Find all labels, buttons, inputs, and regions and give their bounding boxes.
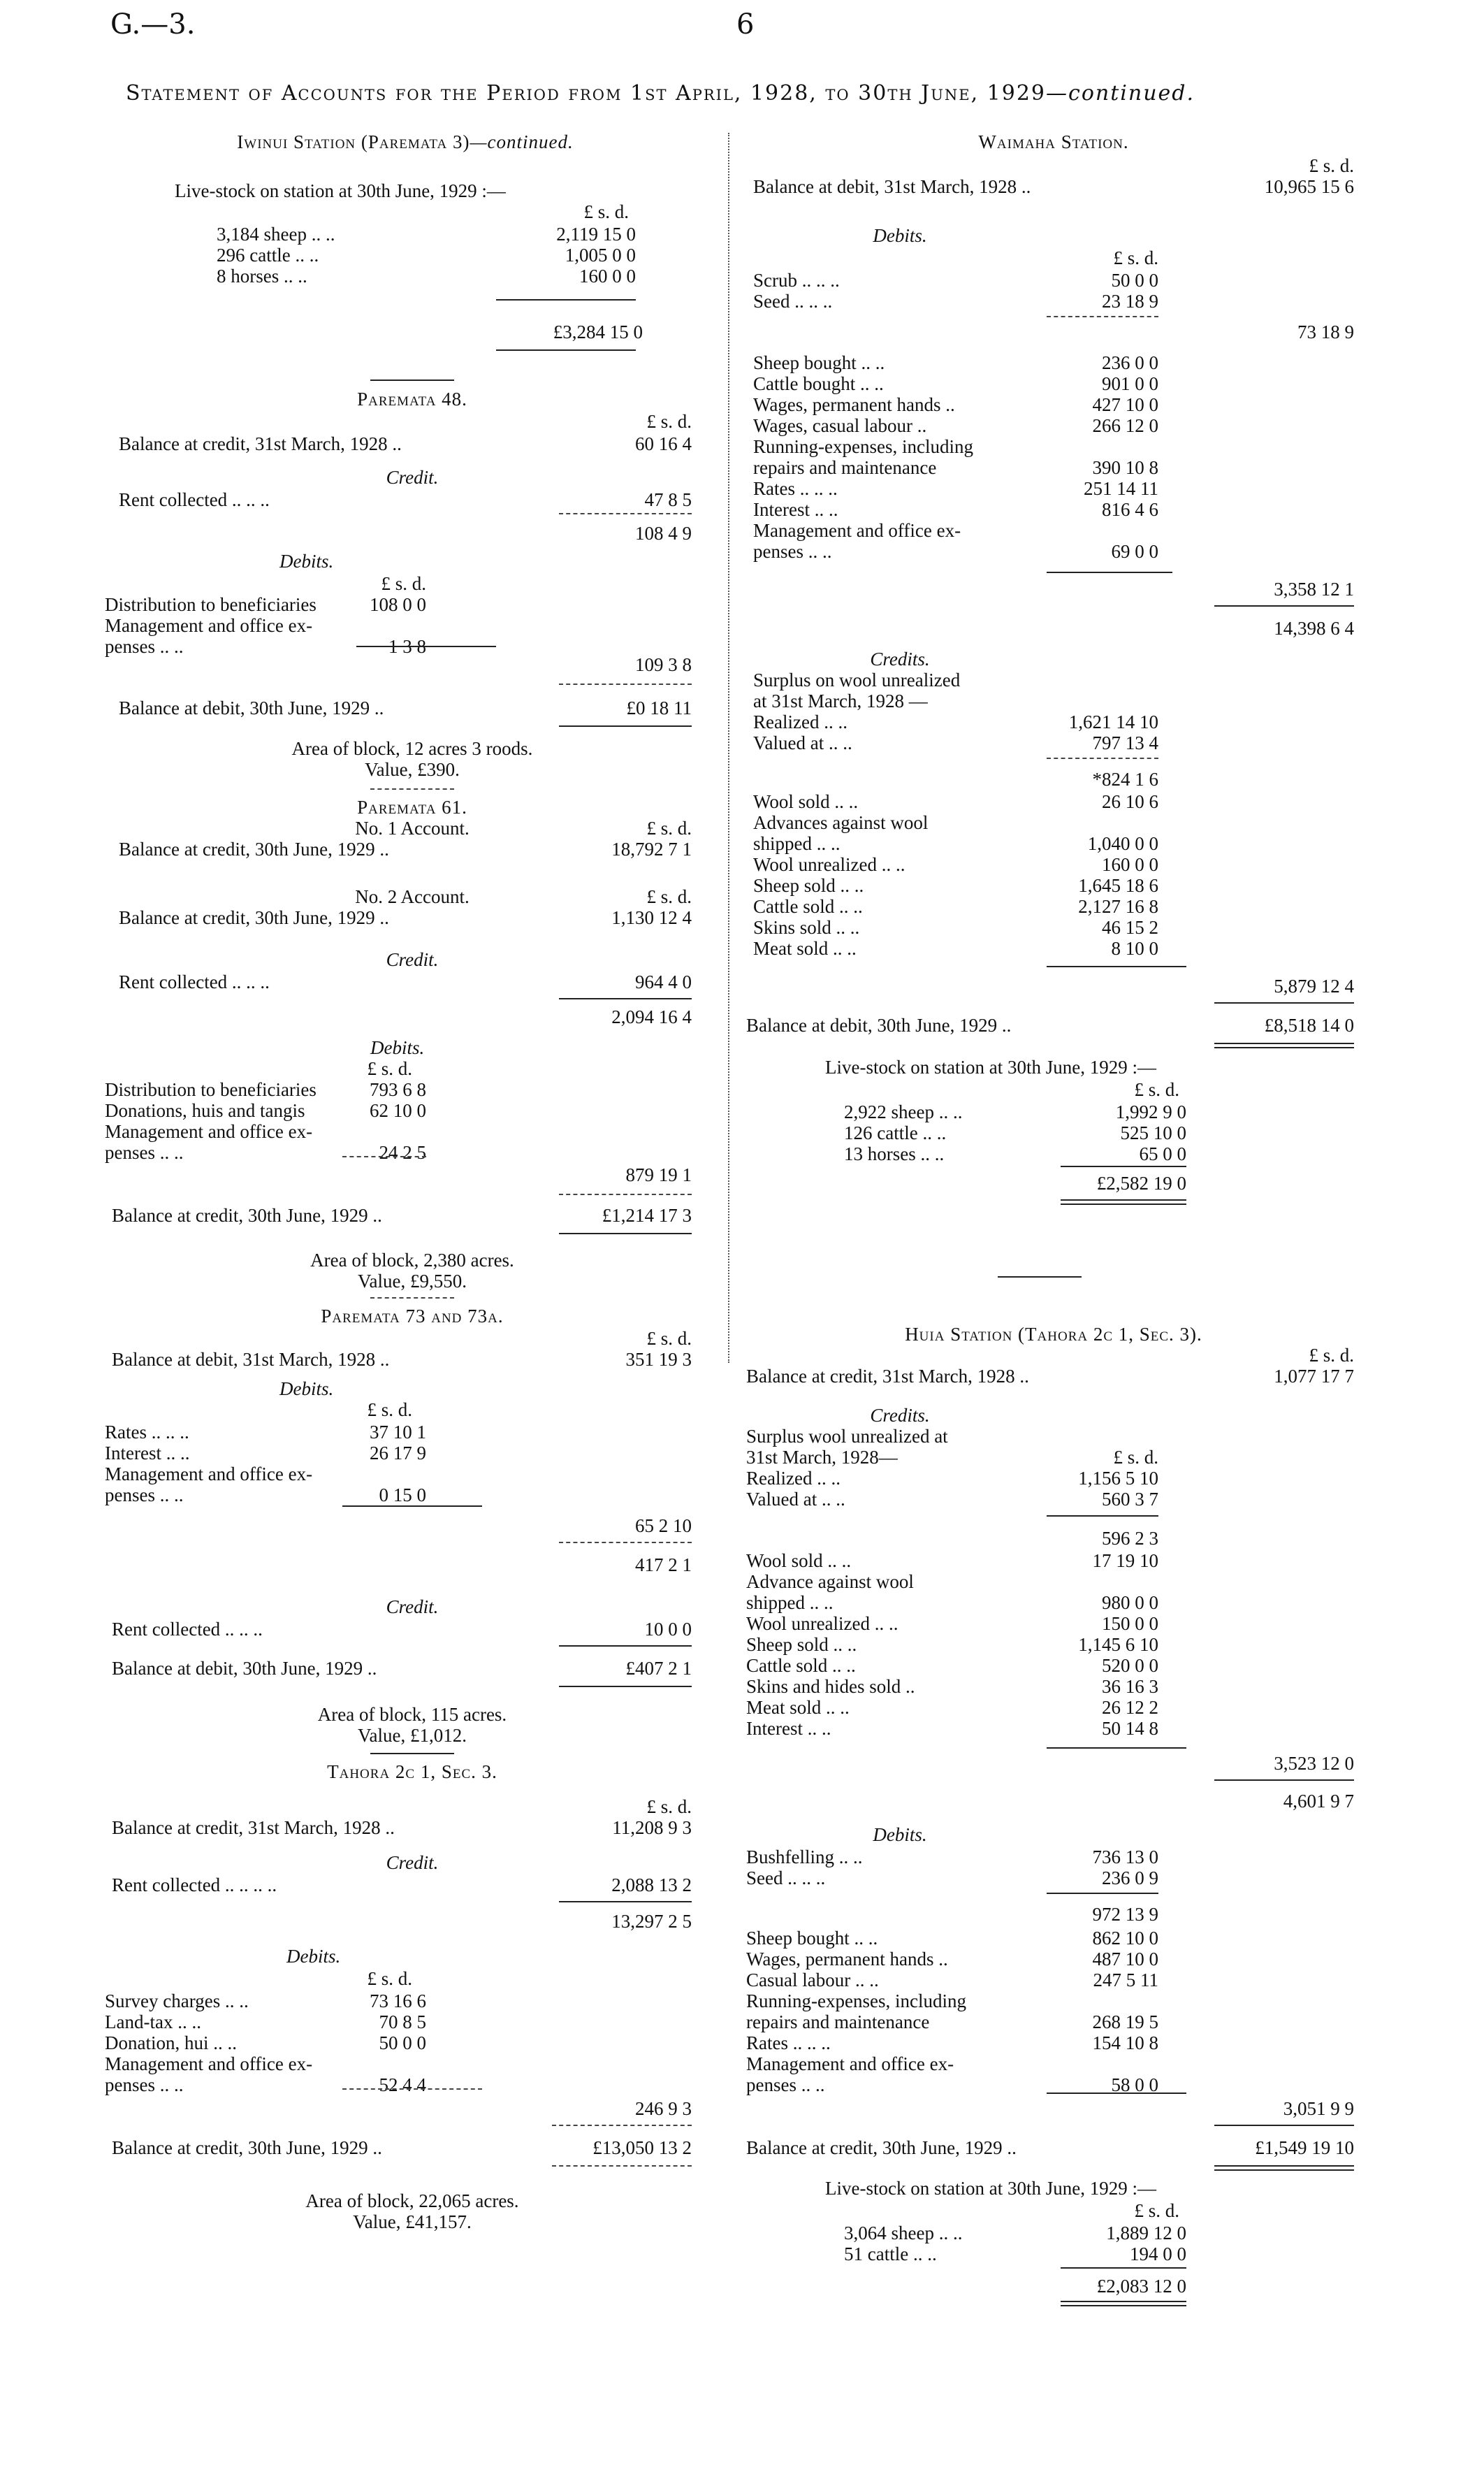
p73-credit-head: Credit. <box>386 1596 439 1617</box>
huia-opening-label: Balance at credit, 31st March, 1928 .. <box>746 1366 1029 1387</box>
huia-credit-row-amount: 150 0 0 <box>1102 1613 1158 1634</box>
huia-closing-amount: £1,549 19 10 <box>1255 2137 1354 2158</box>
rule <box>559 1686 692 1687</box>
waimaha-debit-row-label: Running-expenses, including <box>753 436 973 457</box>
rule <box>1047 2093 1186 2094</box>
p48-debit-row-label: Management and office ex- <box>105 615 313 636</box>
p48-area: Area of block, 12 acres 3 roods. <box>291 738 533 759</box>
rule <box>1214 1043 1354 1048</box>
p48-closing-amount: £0 18 11 <box>626 698 692 718</box>
tahora-closing-label: Balance at credit, 30th June, 1929 .. <box>112 2137 382 2158</box>
rule <box>496 299 636 301</box>
waimaha-debit-row-amount: 390 10 8 <box>1092 457 1158 478</box>
p61-subtotal: 2,094 16 4 <box>611 1006 692 1027</box>
p48-debit-row-amount: 108 0 0 <box>370 594 426 615</box>
huia-debit-row-amount: 154 10 8 <box>1092 2032 1158 2053</box>
huia-credit-row-amount: 50 14 8 <box>1102 1718 1158 1739</box>
waimaha-credit-row-amount: 160 0 0 <box>1102 854 1158 875</box>
waimaha-surplus-line-1: Surplus on wool unrealized <box>753 670 961 691</box>
p61-debits-lsd: £ s. d. <box>367 1058 412 1079</box>
p61-lsd-head-2: £ s. d. <box>646 886 692 907</box>
huia-debit-row-amount: 862 10 0 <box>1092 1928 1158 1949</box>
waimaha-livestock-row-amount: 65 0 0 <box>1139 1143 1186 1164</box>
huia-credit-row-label: Wool unrealized .. .. <box>746 1613 899 1634</box>
rule <box>552 2125 692 2126</box>
rule <box>559 1901 692 1902</box>
waimaha-livestock-title: Live-stock on station at 30th June, 1929 :— <box>825 1057 1156 1078</box>
rule <box>342 2088 482 2090</box>
huia-surplus-difference: 596 2 3 <box>1102 1528 1158 1549</box>
huia-credit-row-label: Advance against wool <box>746 1571 914 1592</box>
rule <box>1047 316 1158 317</box>
huia-debit-row-label: Rates .. .. .. <box>746 2032 831 2053</box>
p61-rent-label: Rent collected .. .. .. <box>119 971 270 992</box>
huia-credit-row-amount: 17 19 10 <box>1092 1550 1158 1571</box>
tahora-title: Tahora 2c 1, Sec. 3. <box>327 1761 497 1782</box>
section-divider <box>370 380 454 381</box>
huia-debit-row-label: Management and office ex- <box>746 2053 954 2074</box>
p73-debits-head: Debits. <box>279 1378 334 1399</box>
huia-debits-head: Debits. <box>873 1824 927 1845</box>
rule <box>559 725 692 727</box>
waimaha-debit-row-label: Sheep bought .. .. <box>753 352 885 373</box>
waimaha-valued-label: Valued at .. .. <box>753 732 852 753</box>
tahora-debit-row-label: Management and office ex- <box>105 2053 313 2074</box>
p61-account-1-label: Balance at credit, 30th June, 1929 .. <box>119 839 389 860</box>
p73-debits-total: 65 2 10 <box>635 1515 692 1536</box>
p61-account-2-label: Balance at credit, 30th June, 1929 .. <box>119 907 389 928</box>
huia-debit-row-label: Bushfelling .. .. <box>746 1846 863 1867</box>
right-column <box>739 131 1368 2466</box>
waimaha-livestock-lsd: £ s. d. <box>1134 1079 1179 1100</box>
tahora-debit-row-amount: 73 16 6 <box>370 1990 426 2011</box>
iwinui-livestock-row-amount: 1,005 0 0 <box>565 245 636 266</box>
waimaha-debit-row-amount: 901 0 0 <box>1102 373 1158 394</box>
p61-debit-row-amount: 24 2 5 <box>379 1142 426 1163</box>
tahora-area: Area of block, 22,065 acres. <box>305 2190 519 2211</box>
huia-credits-head: Credits. <box>870 1405 930 1426</box>
tahora-debit-row-label: Survey charges .. .. <box>105 1990 249 2011</box>
waimaha-surplus-difference: *824 1 6 <box>1092 769 1158 790</box>
huia-debit-row-label: Running-expenses, including <box>746 1990 966 2011</box>
huia-credit-row-label: Wool sold .. .. <box>746 1550 852 1571</box>
p61-debits-total: 879 19 1 <box>625 1164 692 1185</box>
rule <box>1061 2301 1186 2306</box>
rule <box>559 513 692 514</box>
waimaha-debits-2-total: 3,358 12 1 <box>1274 579 1354 600</box>
rule <box>1214 605 1354 607</box>
tahora-debits-total: 246 9 3 <box>635 2098 692 2119</box>
rule <box>1047 966 1186 967</box>
huia-debit-row-label: Casual labour .. .. <box>746 1970 879 1990</box>
waimaha-debit-row-label: Wages, permanent hands .. <box>753 394 955 415</box>
p61-debit-row-amount: 62 10 0 <box>370 1100 426 1121</box>
p73-closing-label: Balance at debit, 30th June, 1929 .. <box>112 1658 377 1679</box>
iwinui-livestock-row-amount: 160 0 0 <box>579 266 636 287</box>
paremata-73-title: Paremata 73 and 73a. <box>321 1306 504 1327</box>
waimaha-debit-row-label: Rates .. .. .. <box>753 478 838 499</box>
waimaha-debit-row-label: penses .. .. <box>753 541 832 562</box>
rule <box>342 1156 426 1157</box>
p73-debit-row-label: penses .. .. <box>105 1484 184 1505</box>
huia-credit-row-amount: 1,145 6 10 <box>1078 1634 1158 1655</box>
huia-credit-row-label: Interest .. .. <box>746 1718 831 1739</box>
huia-credit-row-amount: 980 0 0 <box>1102 1592 1158 1613</box>
waimaha-debit-row-label: Management and office ex- <box>753 520 961 541</box>
huia-livestock-row-amount: 1,889 12 0 <box>1106 2223 1186 2243</box>
paremata-61-title: Paremata 61. <box>357 797 467 818</box>
iwinui-livestock-row-label: 3,184 sheep .. .. <box>217 224 335 245</box>
tahora-debit-row-label: Land-tax .. .. <box>105 2011 201 2032</box>
p73-lsd-head: £ s. d. <box>646 1328 692 1349</box>
huia-credits-total: 3,523 12 0 <box>1274 1753 1354 1774</box>
page-header <box>110 8 1382 48</box>
rule <box>1214 2125 1354 2126</box>
waimaha-credit-row-label: Wool sold .. .. <box>753 791 859 812</box>
p48-opening-label: Balance at credit, 31st March, 1928 .. <box>119 433 402 454</box>
huia-realized-label: Realized .. .. <box>746 1468 841 1489</box>
waimaha-debit-row-amount: 816 4 6 <box>1102 499 1158 520</box>
statement-title <box>126 81 1383 106</box>
rule <box>552 2165 692 2167</box>
waimaha-surplus-line-2: at 31st March, 1928 — <box>753 691 928 711</box>
page-number: 6 <box>736 8 755 41</box>
waimaha-closing-label: Balance at debit, 30th June, 1929 .. <box>746 1015 1012 1036</box>
rule <box>1047 1747 1186 1749</box>
huia-debit-row-label: repairs and maintenance <box>746 2011 930 2032</box>
p73-debits-lsd: £ s. d. <box>367 1399 412 1420</box>
p61-closing-label: Balance at credit, 30th June, 1929 .. <box>112 1205 382 1226</box>
rule <box>1061 2267 1186 2269</box>
p61-debit-row-label: Distribution to beneficiaries <box>105 1079 317 1100</box>
huia-debit-row-amount: 268 19 5 <box>1092 2011 1158 2032</box>
p73-value: Value, £1,012. <box>358 1725 467 1746</box>
p61-account-1: No. 1 Account. <box>355 818 470 839</box>
rule <box>1214 1002 1354 1004</box>
left-column <box>105 131 720 2466</box>
section-divider <box>370 788 454 790</box>
huia-livestock-row-amount: 194 0 0 <box>1130 2243 1186 2264</box>
p61-account-1-amount: 18,792 7 1 <box>611 839 692 860</box>
p73-rent-amount: 10 0 0 <box>644 1619 692 1640</box>
huia-credit-row-amount: 36 16 3 <box>1102 1676 1158 1697</box>
waimaha-credits-total: 5,879 12 4 <box>1274 976 1354 997</box>
section-divider <box>998 1276 1082 1278</box>
iwinui-livestock-row-amount: 2,119 15 0 <box>556 224 636 245</box>
huia-debit-row-amount: 736 13 0 <box>1092 1846 1158 1867</box>
waimaha-debit-row-amount: 251 14 11 <box>1084 478 1158 499</box>
huia-valued-label: Valued at .. .. <box>746 1489 845 1510</box>
p73-debit-row-label: Management and office ex- <box>105 1463 313 1484</box>
huia-surplus-line-2: 31st March, 1928— <box>746 1447 898 1468</box>
huia-debit-row-amount: 487 10 0 <box>1092 1949 1158 1970</box>
tahora-rent-amount: 2,088 13 2 <box>611 1874 692 1895</box>
waimaha-livestock-row-amount: 1,992 9 0 <box>1115 1101 1186 1122</box>
huia-debit-row-amount: 236 0 9 <box>1102 1867 1158 1888</box>
waimaha-credit-row-amount: 1,040 0 0 <box>1087 833 1158 854</box>
tahora-debit-row-amount: 70 8 5 <box>379 2011 426 2032</box>
tahora-debit-row-amount: 52 4 4 <box>379 2074 426 2095</box>
waimaha-debit-row-amount: 236 0 0 <box>1102 352 1158 373</box>
huia-credit-row-amount: 26 12 2 <box>1102 1697 1158 1718</box>
waimaha-credit-row-amount: 8 10 0 <box>1111 938 1158 959</box>
tahora-debit-row-label: penses .. .. <box>105 2074 184 2095</box>
rule <box>1047 1515 1158 1517</box>
tahora-closing-amount: £13,050 13 2 <box>592 2137 692 2158</box>
p73-debit-row-amount: 26 17 9 <box>370 1443 426 1463</box>
huia-debit-row-label: Sheep bought .. .. <box>746 1928 878 1949</box>
p61-debit-row-amount: 793 6 8 <box>370 1079 426 1100</box>
p73-opening-label: Balance at debit, 31st March, 1928 .. <box>112 1349 390 1370</box>
waimaha-lsd-head: £ s. d. <box>1309 155 1354 176</box>
waimaha-realized-amount: 1,621 14 10 <box>1068 711 1158 732</box>
huia-credit-row-label: Skins and hides sold .. <box>746 1676 915 1697</box>
rule <box>1047 758 1158 759</box>
tahora-debit-row-label: Donation, hui .. .. <box>105 2032 237 2053</box>
p61-debit-row-label: penses .. .. <box>105 1142 184 1163</box>
rule <box>356 646 496 647</box>
waimaha-debit-row-amount: 266 12 0 <box>1092 415 1158 436</box>
sheet-reference: G.—3. <box>110 8 196 41</box>
waimaha-livestock-row-label: 126 cattle .. .. <box>844 1122 947 1143</box>
waimaha-debit-row-amount: 69 0 0 <box>1111 541 1158 562</box>
huia-livestock-row-label: 51 cattle .. .. <box>844 2243 937 2264</box>
p73-debit-row-amount: 0 15 0 <box>379 1484 426 1505</box>
p61-closing-amount: £1,214 17 3 <box>602 1205 692 1226</box>
huia-debits-total: 3,051 9 9 <box>1283 2098 1354 2119</box>
rule <box>1214 2165 1354 2171</box>
huia-credits-lsd: £ s. d. <box>1113 1447 1158 1468</box>
p48-rent-label: Rent collected .. .. .. <box>119 489 270 510</box>
tahora-opening-amount: 11,208 9 3 <box>612 1817 692 1838</box>
rule <box>559 684 692 685</box>
tahora-debit-row-amount: 50 0 0 <box>379 2032 426 2053</box>
p48-lsd-head: £ s. d. <box>646 411 692 432</box>
waimaha-debits-lsd: £ s. d. <box>1113 247 1158 268</box>
rule <box>1214 1779 1354 1781</box>
rule <box>1061 1199 1186 1205</box>
waimaha-debit-row-label: Seed .. .. .. <box>753 291 833 312</box>
rule <box>559 1194 692 1195</box>
huia-livestock-total: £2,083 12 0 <box>1096 2276 1186 2297</box>
huia-credit-row-label: Meat sold .. .. <box>746 1697 850 1718</box>
waimaha-subtotal: 14,398 6 4 <box>1274 618 1354 639</box>
p48-opening-amount: 60 16 4 <box>635 433 692 454</box>
section-divider <box>370 1753 454 1754</box>
tahora-debits-head: Debits. <box>286 1946 341 1967</box>
tahora-value: Value, £41,157. <box>353 2211 472 2232</box>
huia-closing-label: Balance at credit, 30th June, 1929 .. <box>746 2137 1017 2158</box>
iwinui-livestock-row-label: 8 horses .. .. <box>217 266 307 287</box>
tahora-debits-lsd: £ s. d. <box>367 1968 412 1989</box>
waimaha-debits-head: Debits. <box>873 225 927 246</box>
p73-debit-row-label: Rates .. .. .. <box>105 1422 189 1443</box>
p61-account-2: No. 2 Account. <box>355 886 470 907</box>
p61-account-2-amount: 1,130 12 4 <box>611 907 692 928</box>
huia-valued-amount: 560 3 7 <box>1102 1489 1158 1510</box>
waimaha-debit-row-label: Cattle bought .. .. <box>753 373 884 394</box>
p61-debit-row-label: Donations, huis and tangis <box>105 1100 305 1121</box>
p61-credit-head: Credit. <box>386 949 439 970</box>
p48-rent-amount: 47 8 5 <box>644 489 692 510</box>
waimaha-debit-row-label: Wages, casual labour .. <box>753 415 927 436</box>
rule <box>559 1233 692 1234</box>
huia-debits-1-sum: 972 13 9 <box>1092 1904 1158 1925</box>
p61-lsd-head-1: £ s. d. <box>646 818 692 839</box>
p48-debit-row-amount: 1 3 8 <box>388 636 426 657</box>
p48-debits-total: 109 3 8 <box>635 654 692 675</box>
huia-livestock-title: Live-stock on station at 30th June, 1929 :— <box>825 2178 1156 2199</box>
p48-debits-head: Debits. <box>279 551 334 572</box>
huia-debit-row-label: penses .. .. <box>746 2074 825 2095</box>
rule <box>559 998 692 999</box>
iwinui-livestock-total: £3,284 15 0 <box>553 321 643 342</box>
tahora-subtotal: 13,297 2 5 <box>611 1911 692 1932</box>
waimaha-livestock-row-label: 2,922 sheep .. .. <box>844 1101 963 1122</box>
waimaha-credit-row-label: Skins sold .. .. <box>753 917 860 938</box>
p73-debit-row-amount: 37 10 1 <box>370 1422 426 1443</box>
rule <box>1047 1893 1158 1894</box>
waimaha-debit-row-amount: 427 10 0 <box>1092 394 1158 415</box>
statement-title-suffix: —continued. <box>1046 81 1195 106</box>
huia-realized-amount: 1,156 5 10 <box>1078 1468 1158 1489</box>
rule <box>559 1542 692 1543</box>
p61-debit-row-label: Management and office ex- <box>105 1121 313 1142</box>
waimaha-debit-row-label: Interest .. .. <box>753 499 838 520</box>
waimaha-credit-row-label: Cattle sold .. .. <box>753 896 863 917</box>
waimaha-credit-row-label: Wool unrealized .. .. <box>753 854 905 875</box>
column-separator <box>728 133 729 1363</box>
rule <box>496 349 636 351</box>
p48-value: Value, £390. <box>365 759 460 780</box>
iwinui-livestock-title: Live-stock on station at 30th June, 1929 :— <box>175 180 506 201</box>
p48-closing-label: Balance at debit, 30th June, 1929 .. <box>119 698 384 718</box>
waimaha-credits-head: Credits. <box>870 649 930 670</box>
paremata-48-title: Paremata 48. <box>357 389 467 410</box>
rule <box>559 1645 692 1647</box>
waimaha-opening-amount: 10,965 15 6 <box>1264 176 1354 197</box>
huia-debit-row-label: Seed .. .. .. <box>746 1867 826 1888</box>
huia-credit-row-label: shipped .. .. <box>746 1592 834 1613</box>
huia-lsd-head: £ s. d. <box>1309 1345 1354 1366</box>
waimaha-credit-row-label: shipped .. .. <box>753 833 841 854</box>
p48-debit-row-label: penses .. .. <box>105 636 184 657</box>
huia-surplus-line-1: Surplus wool unrealized at <box>746 1426 948 1447</box>
tahora-lsd-head: £ s. d. <box>646 1796 692 1817</box>
waimaha-opening-label: Balance at debit, 31st March, 1928 .. <box>753 176 1031 197</box>
waimaha-debits-1-total: 73 18 9 <box>1297 321 1354 342</box>
waimaha-debit-row-label: repairs and maintenance <box>753 457 937 478</box>
p48-debits-lsd: £ s. d. <box>381 573 426 594</box>
p73-opening-amount: 351 19 3 <box>625 1349 692 1370</box>
rule <box>342 1505 482 1507</box>
waimaha-credit-row-amount: 2,127 16 8 <box>1078 896 1158 917</box>
waimaha-realized-label: Realized .. .. <box>753 711 848 732</box>
p48-credit-head: Credit. <box>386 467 439 488</box>
p73-closing-amount: £407 2 1 <box>625 1658 692 1679</box>
huia-debit-row-amount: 58 0 0 <box>1111 2074 1158 2095</box>
p73-subtotal: 417 2 1 <box>635 1554 692 1575</box>
huia-title: Huia Station (Tahora 2c 1, Sec. 3). <box>905 1324 1202 1345</box>
waimaha-title: Waimaha Station. <box>978 131 1129 152</box>
p61-area: Area of block, 2,380 acres. <box>310 1250 514 1271</box>
waimaha-debit-row-amount: 50 0 0 <box>1111 270 1158 291</box>
huia-subtotal: 4,601 9 7 <box>1283 1791 1354 1812</box>
p73-debit-row-label: Interest .. .. <box>105 1443 190 1463</box>
rule <box>1061 1166 1186 1167</box>
huia-credit-row-amount: 520 0 0 <box>1102 1655 1158 1676</box>
waimaha-livestock-total: £2,582 19 0 <box>1096 1173 1186 1194</box>
waimaha-livestock-row-label: 13 horses .. .. <box>844 1143 945 1164</box>
waimaha-credit-row-label: Sheep sold .. .. <box>753 875 864 896</box>
huia-credit-row-label: Sheep sold .. .. <box>746 1634 857 1655</box>
rule <box>1047 572 1172 573</box>
huia-debit-row-amount: 247 5 11 <box>1093 1970 1158 1990</box>
waimaha-credit-row-amount: 26 10 6 <box>1102 791 1158 812</box>
p61-debits-head: Debits. <box>370 1037 425 1058</box>
waimaha-debit-row-label: Scrub .. .. .. <box>753 270 840 291</box>
waimaha-valued-amount: 797 13 4 <box>1092 732 1158 753</box>
p48-debit-row-label: Distribution to beneficiaries <box>105 594 317 615</box>
p73-rent-label: Rent collected .. .. .. <box>112 1619 263 1640</box>
iwinui-lsd-head: £ s. d. <box>583 201 629 222</box>
p61-value: Value, £9,550. <box>358 1271 467 1292</box>
waimaha-closing-amount: £8,518 14 0 <box>1264 1015 1354 1036</box>
section-divider <box>370 1297 454 1299</box>
tahora-rent-label: Rent collected .. .. .. .. <box>112 1874 277 1895</box>
huia-opening-amount: 1,077 17 7 <box>1274 1366 1354 1387</box>
huia-livestock-row-label: 3,064 sheep .. .. <box>844 2223 963 2243</box>
waimaha-livestock-row-amount: 525 10 0 <box>1120 1122 1186 1143</box>
tahora-credit-head: Credit. <box>386 1852 439 1873</box>
huia-credit-row-label: Cattle sold .. .. <box>746 1655 856 1676</box>
huia-debit-row-label: Wages, permanent hands .. <box>746 1949 948 1970</box>
tahora-opening-label: Balance at credit, 31st March, 1928 .. <box>112 1817 395 1838</box>
statement-title-text: Statement of Accounts for the Period from 1st April, 1928, to 30th June, 1929 <box>126 81 1047 106</box>
waimaha-credit-row-amount: 46 15 2 <box>1102 917 1158 938</box>
iwinui-livestock-row-label: 296 cattle .. .. <box>217 245 319 266</box>
huia-livestock-lsd: £ s. d. <box>1134 2200 1179 2221</box>
p48-subtotal: 108 4 9 <box>635 523 692 544</box>
p61-rent-amount: 964 4 0 <box>635 971 692 992</box>
iwinui-title: Iwinui Station (Paremata 3)—continued. <box>237 131 574 152</box>
p73-area: Area of block, 115 acres. <box>317 1704 507 1725</box>
waimaha-credit-row-label: Advances against wool <box>753 812 929 833</box>
waimaha-debit-row-amount: 23 18 9 <box>1102 291 1158 312</box>
waimaha-credit-row-amount: 1,645 18 6 <box>1078 875 1158 896</box>
waimaha-credit-row-label: Meat sold .. .. <box>753 938 857 959</box>
